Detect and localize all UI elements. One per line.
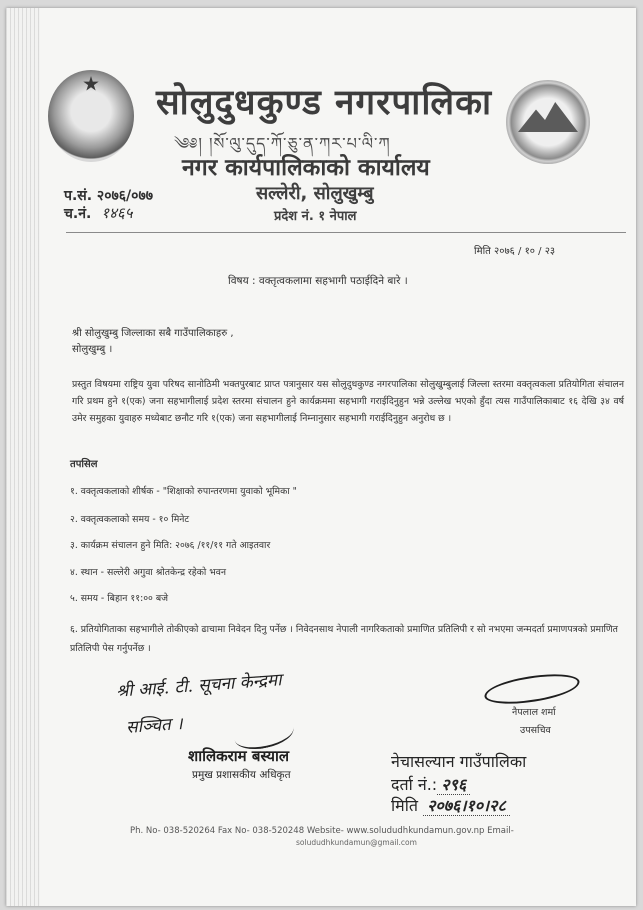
details-heading: तपसिल bbox=[70, 459, 98, 470]
registration-value: २९६ bbox=[437, 775, 470, 795]
letter-subject: विषय : वक्तृत्वकलामा सहभागी पठाईदिने बारे । bbox=[228, 275, 408, 287]
details-item: ६. प्रतियोगिताका सहभागीले तोकीएको ढाचामा निवेदन दिनु पर्नेछ । निवेदनसाथ नेपाली नागरिकताको प्रमाणित प्रतिलिपी र सो नभएमा जन्मदर्ता प्रमाणपत्रको प्रमाणित प्रतिलिपी पेस गर्नुपर्नेछ । bbox=[70, 624, 618, 654]
registration-label: दर्ता नं.: bbox=[391, 775, 438, 794]
fiscal-reference: प.सं. २०७६/०७७ bbox=[64, 188, 153, 204]
addressee-line-1: श्री सोलुखुम्बु जिल्लाका सबै गाउँपालिकाहरु , bbox=[72, 328, 234, 339]
letter-page bbox=[6, 8, 636, 906]
footer-contact: Ph. No- 038-520264 Fax No- 038-520248 Website- www.solududhkundamun.gov.np Email- bbox=[130, 826, 514, 836]
receiving-stamp-date bbox=[391, 794, 510, 816]
signatory-right-title: उपसचिव bbox=[520, 725, 551, 736]
signatory-right-name: नैपलाल शर्मा bbox=[512, 707, 556, 718]
stamp-date-label: मिति bbox=[391, 796, 418, 815]
municipality-title: सोलुदुधकुण्ड नगरपालिका bbox=[156, 83, 493, 123]
handwritten-note-line-1: श्री आई. टी. सूचना केन्द्रमा bbox=[115, 670, 283, 702]
details-item: २. वक्तृत्वकलाको समय - १० मिनेट bbox=[70, 514, 190, 525]
office-title: नगर कार्यपालिकाको कार्यालय bbox=[182, 155, 430, 181]
addressee-line-2: सोलुखुम्बु । bbox=[72, 344, 113, 355]
footer-email: solududhkundamun@gmail.com bbox=[296, 838, 417, 847]
signatory-left-name: शालिकराम बस्याल bbox=[188, 747, 290, 765]
details-item: ३. कार्यक्रम संचालन हुने मिति: २०७६ /११/११ गते आइतवार bbox=[70, 540, 271, 551]
star-icon bbox=[83, 76, 99, 92]
mountain-icon bbox=[518, 102, 578, 132]
receiving-stamp-org: नेचासल्यान गाउँपालिका bbox=[391, 752, 527, 771]
address-line-1: सल्लेरी, सोलुखुम्बु bbox=[256, 183, 374, 204]
letter-date: मिति २०७६ / १० / २३ bbox=[474, 246, 556, 257]
municipality-logo-icon bbox=[506, 80, 590, 164]
header-divider bbox=[66, 232, 626, 233]
details-item: ४. स्थान - सल्लेरी अगुवा श्रोतकेन्द्र रहेको भवन bbox=[70, 567, 227, 578]
tibetan-title: ༄༅། །སོ་ལུ་དུད་ཀོ་ཅུ་ན་ཀར་པ་ལི་ཀ bbox=[174, 134, 391, 153]
handwritten-note-line-2: सञ्चित । bbox=[125, 714, 184, 738]
dispatch-label: च.नं. bbox=[64, 206, 92, 222]
dispatch-number: १४६५ bbox=[101, 204, 133, 222]
scan-edge-strip bbox=[6, 8, 40, 906]
receiving-stamp-registration bbox=[391, 773, 470, 795]
letter-body: प्रस्तुत विषयमा राष्ट्रिय युवा परिषद सानोठिमी भक्तपुरबाट प्राप्त पत्रानुसार यस सोलुदुधकुण्ड नगरपालिका सोलुखुम्बुलाई जिल्ला स्तरमा वक्तृत्वकला प्रतियोगिता संचालन गरि प्रथम हुने १(एक) जना सहभागीलाई प्रदेश स्तरमा संचालन हुने कार्यक्रममा सहभागी गराईदिनुहुन भन्ने उल्लेख भएको हुँदा त्यस गाउँपालिकाबाट १६ देखि ३४ वर्ष उमेर समुहका युवाहरु मध्येबाट छनौट गरि १(एक) जना सहभागीलाई निम्नानुसार सहभागी गराईदिनुहुन अनुरोध छ । bbox=[72, 379, 624, 424]
signatory-left-title: प्रमुख प्रशासकीय अधिकृत bbox=[192, 769, 291, 781]
signature-right bbox=[483, 671, 581, 707]
details-item: ५. समय - बिहान ११:०० बजे bbox=[70, 593, 169, 604]
addressee-block bbox=[72, 326, 234, 358]
stamp-date-value: २०७६।१०।२८ bbox=[423, 796, 510, 816]
details-item: १. वक्तृत्वकलाको शीर्षक - "शिक्षाको रुपान्तरणमा युवाको भूमिका " bbox=[70, 486, 297, 497]
nepal-emblem-icon bbox=[48, 70, 134, 162]
dispatch-reference bbox=[64, 203, 133, 223]
address-line-2: प्रदेश नं. १ नेपाल bbox=[274, 209, 357, 224]
